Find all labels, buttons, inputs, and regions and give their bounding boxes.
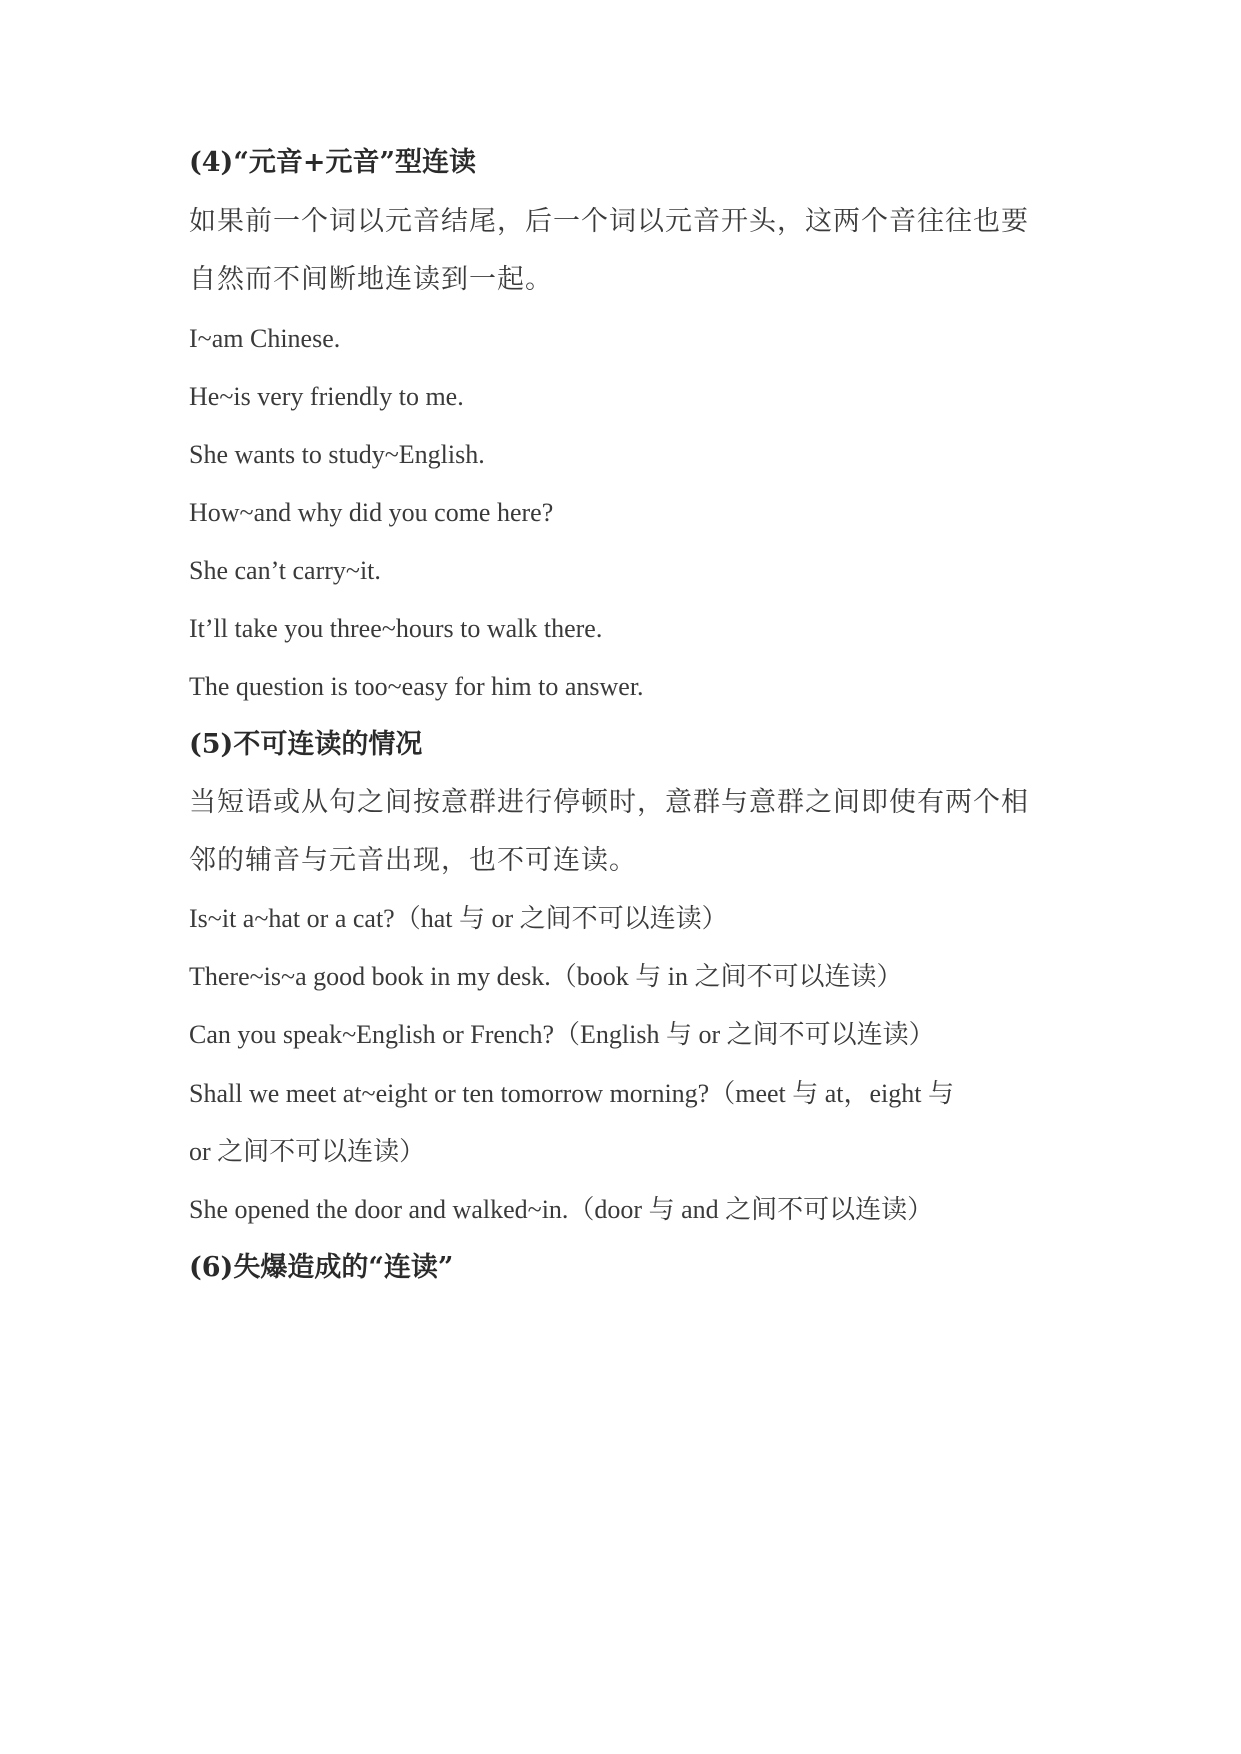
example-sentence: Can you speak~English or French?（English 与 or 之间不可以连读） bbox=[189, 1020, 935, 1049]
section-5-body-line-1: 当短语或从句之间按意群进行停顿时，意群与意群之间即使有两个相 bbox=[189, 787, 1029, 818]
example-sentence: Is~it a~hat or a cat?（hat 与 or 之间不可以连读） bbox=[189, 904, 728, 933]
example-sentence: I~am Chinese. bbox=[189, 324, 341, 353]
example-sentence: There~is~a good book in my desk.（book 与 in 之间不可以连读） bbox=[189, 962, 903, 991]
section-5-body-line-2: 邻的辅音与元音出现，也不可连读。 bbox=[189, 845, 637, 876]
example-sentence: How~and why did you come here? bbox=[189, 498, 554, 527]
example-sentence: He~is very friendly to me. bbox=[189, 382, 464, 411]
example-sentence: She opened the door and walked~in.（door 与 and 之间不可以连读） bbox=[189, 1195, 934, 1224]
section-4-heading: (4)“元音+元音”型连读 bbox=[189, 147, 477, 178]
section-4-body-line-2: 自然而不间断地连读到一起。 bbox=[189, 264, 553, 295]
example-sentence: The question is too~easy for him to answer. bbox=[189, 672, 644, 701]
example-sentence-continuation: or 之间不可以连读） bbox=[189, 1137, 426, 1166]
section-6-heading: (6)失爆造成的“连读” bbox=[189, 1252, 454, 1283]
section-4-body-line-1: 如果前一个词以元音结尾，后一个词以元音开头，这两个音往往也要 bbox=[189, 206, 1029, 237]
section-5-heading: (5)不可连读的情况 bbox=[189, 729, 423, 760]
example-sentence: It’ll take you three~hours to walk there. bbox=[189, 614, 603, 643]
example-sentence: She can’t carry~it. bbox=[189, 556, 381, 585]
example-sentence: She wants to study~English. bbox=[189, 440, 485, 469]
example-sentence: Shall we meet at~eight or ten tomorrow morning?（meet 与 at，eight 与 bbox=[189, 1079, 954, 1108]
